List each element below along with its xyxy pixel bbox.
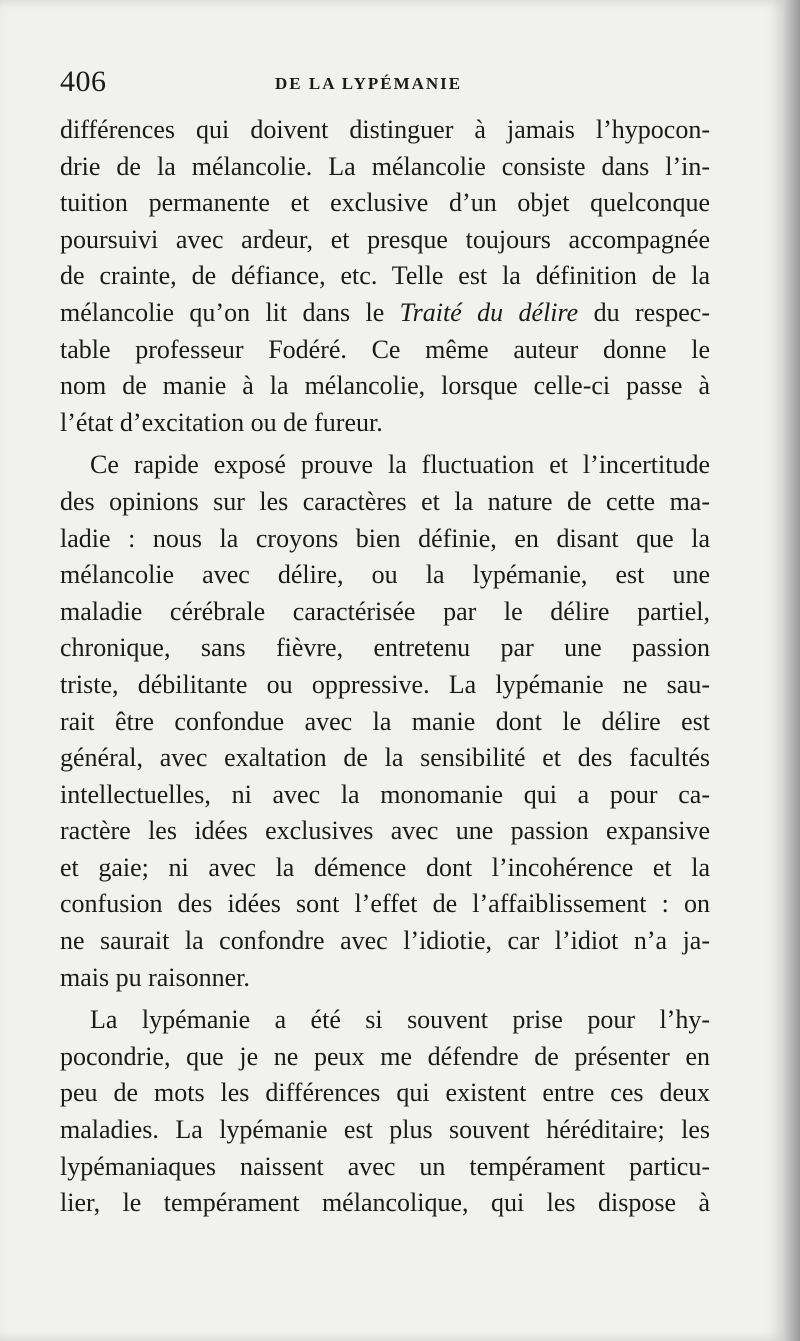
text-line: peu de mots les différences qui existent entre ces deux [60, 1078, 710, 1108]
text-line: Ce rapide exposé prouve la fluctuation et l’incertitude [90, 450, 710, 480]
text-line: chronique, sans fièvre, entretenu par une passion [60, 633, 710, 663]
text-line: table professeur Fodéré. Ce même auteur donne le [60, 334, 710, 364]
body-text [60, 112, 710, 1222]
text-line: triste, débilitante ou oppressive. La lypémanie ne sau- [60, 669, 710, 699]
book-title-italic: Traité du délire [399, 297, 579, 327]
text-line: de crainte, de défiance, etc. Telle est la définition de la [60, 261, 710, 291]
paragraph [60, 112, 710, 441]
running-head: DE LA LYPÉMANIE [275, 74, 463, 93]
text-line: maladies. La lypémanie est plus souvent héréditaire; les [60, 1115, 710, 1145]
text-line: drie de la mélancolie. La mélancolie consiste dans l’in- [60, 151, 710, 181]
text-line: lier, le tempérament mélancolique, qui les dispose à [60, 1188, 710, 1218]
text-line: poursuivi avec ardeur, et presque toujours accompagnée [60, 224, 710, 254]
text-line: mais pu raisonner. [60, 962, 250, 992]
text-line: lypémaniaques naissent avec un tempérament particu- [60, 1151, 710, 1181]
text-line: intellectuelles, ni avec la monomanie qui a pour ca- [60, 779, 710, 809]
text-line: rait être confondue avec la manie dont le délire est [60, 706, 710, 736]
text-line: La lypémanie a été si souvent prise pour l’hy- [90, 1005, 710, 1035]
text-segment: mélancolie qu’on lit dans le [60, 297, 400, 327]
text-line: et gaie; ni avec la démence dont l’incohérence et la [60, 852, 710, 882]
text-line: différences qui doivent distinguer à jamais l’hypocon- [60, 115, 710, 144]
text-line: l’état d’excitation ou de fureur. [60, 407, 383, 437]
paragraph [60, 1002, 710, 1222]
text-line: des opinions sur les caractères et la nature de cette ma- [60, 486, 710, 516]
page-number: 406 [60, 65, 107, 98]
page-header [60, 62, 710, 102]
text-line: ractère les idées exclusives avec une passion expansive [60, 816, 710, 846]
text-line: général, avec exaltation de la sensibilité et des facultés [60, 743, 710, 773]
text-line [60, 295, 710, 332]
text-line: nom de manie à la mélancolie, lorsque celle-ci passe à [60, 371, 710, 401]
text-line: ne saurait la confondre avec l’idiotie, car l’idiot n’a ja- [60, 926, 710, 956]
text-line: maladie cérébrale caractérisée par le délire partiel, [60, 596, 710, 626]
text-line: ladie : nous la croyons bien définie, en disant que la [60, 523, 710, 553]
text-line: confusion des idées sont l’effet de l’affaiblissement : on [60, 889, 710, 919]
text-segment: du respec- [578, 297, 710, 327]
text-line: pocondrie, que je ne peux me défendre de présenter en [60, 1041, 710, 1071]
paragraph [60, 447, 710, 996]
text-line: mélancolie avec délire, ou la lypémanie, est une [60, 560, 710, 590]
text-line: tuition permanente et exclusive d’un objet quelconque [60, 188, 710, 218]
page-edge [784, 0, 800, 1341]
